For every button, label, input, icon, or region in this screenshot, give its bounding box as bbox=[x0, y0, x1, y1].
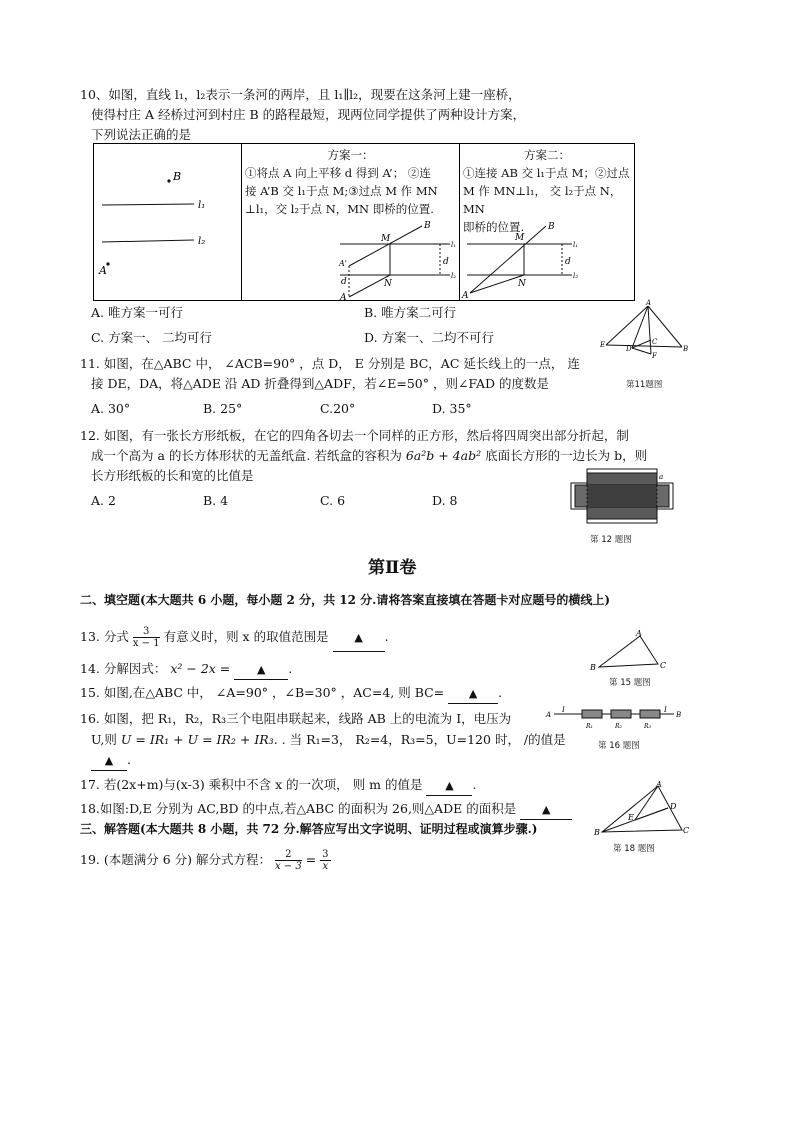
q11-fig-label-a: A bbox=[646, 299, 652, 307]
q13-prefix: 13. 分式 bbox=[80, 629, 129, 644]
q14-end: . bbox=[288, 661, 293, 676]
q10-plan2-label-n: N bbox=[518, 279, 526, 289]
q16-line2-start: U,则 bbox=[91, 732, 117, 747]
q16-fig-label-i-left: I bbox=[562, 706, 565, 714]
q18-fig-label-c: C bbox=[683, 826, 690, 835]
q16-fig-label-r1: R₁ bbox=[586, 723, 593, 730]
q12-volume-expression: 6a²b + 4ab² bbox=[405, 448, 482, 463]
q16-fig-label-b: B bbox=[676, 711, 682, 719]
q11-figure bbox=[596, 298, 688, 366]
q15-end: . bbox=[498, 685, 503, 700]
q10-line1: 10、如图，直线 l₁，l₂表示一条河的两岸，且 l₁∥l₂，现要在这条河上建一座桥， bbox=[80, 87, 521, 102]
q16-caption: 第 16 题图 bbox=[598, 741, 640, 751]
q13-text: 有意义时，则 x 的取值范围是 bbox=[163, 629, 329, 644]
q18-figure bbox=[592, 780, 688, 836]
q15-fig-label-a: A bbox=[636, 629, 642, 638]
q18-fig-label-e: E bbox=[628, 813, 634, 822]
q18-caption: 第 18 题图 bbox=[613, 844, 655, 854]
q19-equals: = bbox=[305, 852, 317, 867]
q15-answer-blank[interactable]: ▲ bbox=[448, 685, 498, 704]
q12-option-a: A. 2 bbox=[91, 493, 116, 508]
q10-plan2-label-l2: l₂ bbox=[573, 272, 579, 280]
q10-plan1-label-l2: l₂ bbox=[451, 272, 457, 280]
q12-fig-label-a: a bbox=[659, 473, 664, 481]
q10-plan2-step3: 即桥的位置. bbox=[463, 220, 525, 234]
q10-plan2-label-l1: l₁ bbox=[573, 241, 579, 249]
q10-plan-table bbox=[93, 143, 635, 301]
q14-answer-blank[interactable]: ▲ bbox=[234, 661, 288, 680]
q10-plan2-step2: M 作 MN⊥l₁， 交 l₂于点 N， MN bbox=[463, 184, 622, 216]
q16-answer-blank[interactable]: ▲ bbox=[91, 752, 127, 771]
q16-fig-label-r3: R₃ bbox=[644, 723, 651, 730]
q10-plan1-label-b: B bbox=[424, 221, 431, 231]
q10-option-d: D. 方案一、二均不可行 bbox=[364, 330, 495, 345]
q11-fig-label-e: E bbox=[600, 341, 606, 349]
q13-answer-blank[interactable]: ▲ bbox=[333, 625, 385, 652]
q10-option-a: A. 唯方案一可行 bbox=[91, 305, 183, 320]
q10-line2: 使得村庄 A 经桥过河到村庄 B 的路程最短，现两位同学提供了两种设计方案， bbox=[91, 107, 526, 122]
q11-line2: 接 DE，DA，将△ADE 沿 AD 折叠得到△ADF，若∠E=50° ，则∠FAD 的度数是 bbox=[91, 376, 550, 391]
q10-plan1-cell bbox=[242, 144, 460, 301]
q13-fraction bbox=[133, 626, 160, 649]
q10-plan2-figure bbox=[460, 222, 638, 302]
q10-plan2-label-b: B bbox=[548, 222, 555, 232]
q18-line bbox=[80, 800, 572, 820]
q12-line2-end: 底面长方形的一边长为 b，则 bbox=[485, 448, 648, 463]
q11-fig-label-d: D bbox=[626, 345, 632, 353]
q10-plan1-label-l1: l₁ bbox=[451, 241, 457, 249]
q15-text: 15. 如图,在△ABC 中， ∠A=90° ，∠B=30° ，AC=4, 则 BC= bbox=[80, 685, 445, 700]
q11-fig-label-f: F bbox=[652, 352, 657, 360]
q12-option-b: B. 4 bbox=[203, 493, 229, 508]
q19-left-denominator: x − 3 bbox=[274, 861, 302, 872]
q13-denominator: x − 1 bbox=[132, 638, 160, 649]
q16-fig-label-a: A bbox=[546, 711, 552, 719]
q10-plan1-figure bbox=[242, 222, 459, 302]
q13-end: . bbox=[384, 629, 389, 644]
q16-line1: 16. 如图，把 R₁，R₂，R₃三个电阻串联起来，线路 AB 上的电流为 I，电压为 bbox=[80, 711, 512, 726]
q19-right-fraction bbox=[320, 849, 330, 872]
q10-plan1-label-n: N bbox=[384, 279, 392, 289]
q14-expression: x² − 2x = bbox=[170, 661, 235, 676]
q12-line2-start: 成一个高为 a 的长方体形状的无盖纸盒. 若纸盒的容积为 bbox=[91, 448, 402, 463]
q11-option-a: A. 30° bbox=[91, 401, 131, 416]
q19-line bbox=[80, 845, 331, 875]
q16-line2-end: . 当 R₁=3， R₂=4，R₃=5，U=120 时， /的值是 bbox=[281, 732, 566, 747]
q10-plan1-step3: ⊥l₁，交 l₂于点 N，MN 即桥的位置. bbox=[245, 202, 434, 216]
q16-formula: U = IR₁ + U = IR₂ + IR₃. bbox=[120, 732, 278, 747]
q13-line bbox=[80, 624, 389, 652]
q10-fig-label-b: B bbox=[173, 170, 182, 183]
q11-fig-label-c: C bbox=[652, 338, 658, 346]
q12-line2 bbox=[91, 447, 647, 465]
q18-text: 18.如图:D,E 分别为 AC,BD 的中点,若△ABC 的面积为 26,则△ADE 的面积是 bbox=[80, 801, 517, 816]
q19-right-denominator: x bbox=[322, 861, 329, 872]
q10-plan1-label-m: M bbox=[381, 234, 391, 244]
q11-line1: 11. 如图，在△ABC 中， ∠ACB=90° ，点 D， E 分别是 BC，AC 延长线上的一点， 连 bbox=[80, 356, 580, 371]
q15-fig-label-b: B bbox=[590, 663, 596, 672]
q15-line bbox=[80, 684, 502, 704]
q18-fig-label-a: A bbox=[656, 780, 662, 789]
q15-caption: 第 15 题图 bbox=[609, 678, 651, 688]
q10-fig-label-l1: l₁ bbox=[198, 200, 206, 211]
q10-plan2-label-d: d bbox=[565, 257, 571, 267]
q17-answer-blank[interactable]: ▲ bbox=[426, 777, 472, 796]
q10-fig-label-l2: l₂ bbox=[198, 236, 206, 247]
q12-option-d: D. 8 bbox=[432, 493, 458, 508]
q10-line3: 下列说法正确的是 bbox=[91, 127, 192, 142]
q12-option-c: C. 6 bbox=[320, 493, 346, 508]
q16-circuit-figure bbox=[544, 702, 684, 732]
q10-plan2-title: 方案二： bbox=[524, 148, 570, 162]
q12-line3: 长方形纸板的长和宽的比值是 bbox=[91, 468, 254, 483]
q10-plan1-step1: ①将点 A 向上平移 d 得到 A’； ②连 bbox=[245, 166, 431, 180]
q10-plan2-label-a: A bbox=[462, 291, 469, 301]
q16-fig-label-i-right: I bbox=[664, 706, 667, 714]
q16-end: . bbox=[127, 752, 131, 767]
q14-prefix: 14. 分解因式： bbox=[80, 661, 167, 676]
q18-answer-blank[interactable]: ▲ bbox=[520, 801, 572, 820]
q11-option-b: B. 25° bbox=[203, 401, 243, 416]
q10-fig-label-a: A bbox=[99, 264, 107, 277]
q10-plan2-label-m: M bbox=[515, 233, 525, 243]
q19-left-fraction bbox=[275, 849, 302, 872]
q10-plan1-label-d-left: d bbox=[341, 277, 347, 287]
q17-line bbox=[80, 776, 476, 796]
q15-figure bbox=[586, 627, 672, 671]
q10-plan1-label-d-right: d bbox=[443, 257, 449, 267]
q10-figure-cell bbox=[94, 144, 242, 301]
q10-option-b: B. 唯方案二可行 bbox=[364, 305, 457, 320]
q19-prefix: 19. (本题满分 6 分) 解分式方程： bbox=[80, 852, 271, 867]
q13-numerator: 3 bbox=[133, 626, 160, 638]
q19-right-numerator: 3 bbox=[322, 849, 329, 860]
q11-option-c: C.20° bbox=[320, 401, 356, 416]
q11-option-d: D. 35° bbox=[432, 401, 472, 416]
q12-caption: 第 12 题图 bbox=[590, 535, 632, 545]
q18-fig-label-d: D bbox=[670, 802, 677, 811]
q11-fig-label-b: B bbox=[683, 345, 689, 353]
q16-line2 bbox=[91, 731, 566, 749]
q16-fig-label-r2: R₂ bbox=[615, 723, 622, 730]
q10-plan2-cell bbox=[460, 144, 635, 301]
q12-line1: 12. 如图，有一张长方形纸板，在它的四角各切去一个同样的正方形，然后将四周突出部分折起，制 bbox=[80, 428, 629, 443]
q10-plan1-label-a: A bbox=[340, 293, 347, 303]
q17-end: . bbox=[472, 777, 477, 792]
section3-heading: 三、解答题(本大题共 8 小题，共 72 分.解答应写出文字说明、证明过程或演算步骤.) bbox=[80, 822, 538, 836]
q19-left-numerator: 2 bbox=[275, 849, 302, 861]
q12-figure bbox=[567, 465, 677, 527]
q18-fig-label-b: B bbox=[594, 828, 600, 837]
q11-caption: 第11题图 bbox=[626, 380, 663, 390]
q10-figure bbox=[94, 144, 241, 302]
q14-line bbox=[80, 660, 292, 680]
q15-fig-label-c: C bbox=[660, 661, 667, 670]
section2-heading: 二、填空题(本大题共 6 小题，每小题 2 分，共 12 分.请将答案直接填在答题卡对应题号的横线上) bbox=[80, 593, 611, 607]
q10-plan1-step2: 接 A’B 交 l₁于点 M;③过点 M 作 MN bbox=[245, 184, 438, 198]
q10-plan2-step1: ①连接 AB 交 l₁于点 M；②过点 bbox=[463, 166, 630, 180]
section2-title: 第Ⅱ卷 bbox=[368, 558, 417, 578]
q10-plan1-label-aprime: A' bbox=[339, 259, 347, 268]
q10-plan1-title: 方案一： bbox=[327, 148, 374, 162]
q10-option-c: C. 方案一、 二均可行 bbox=[91, 330, 213, 345]
q16-line3 bbox=[91, 751, 131, 771]
q17-text: 17. 若(2x+m)与(x-3) 乘积中不含 x 的一次项， 则 m 的值是 bbox=[80, 777, 423, 792]
